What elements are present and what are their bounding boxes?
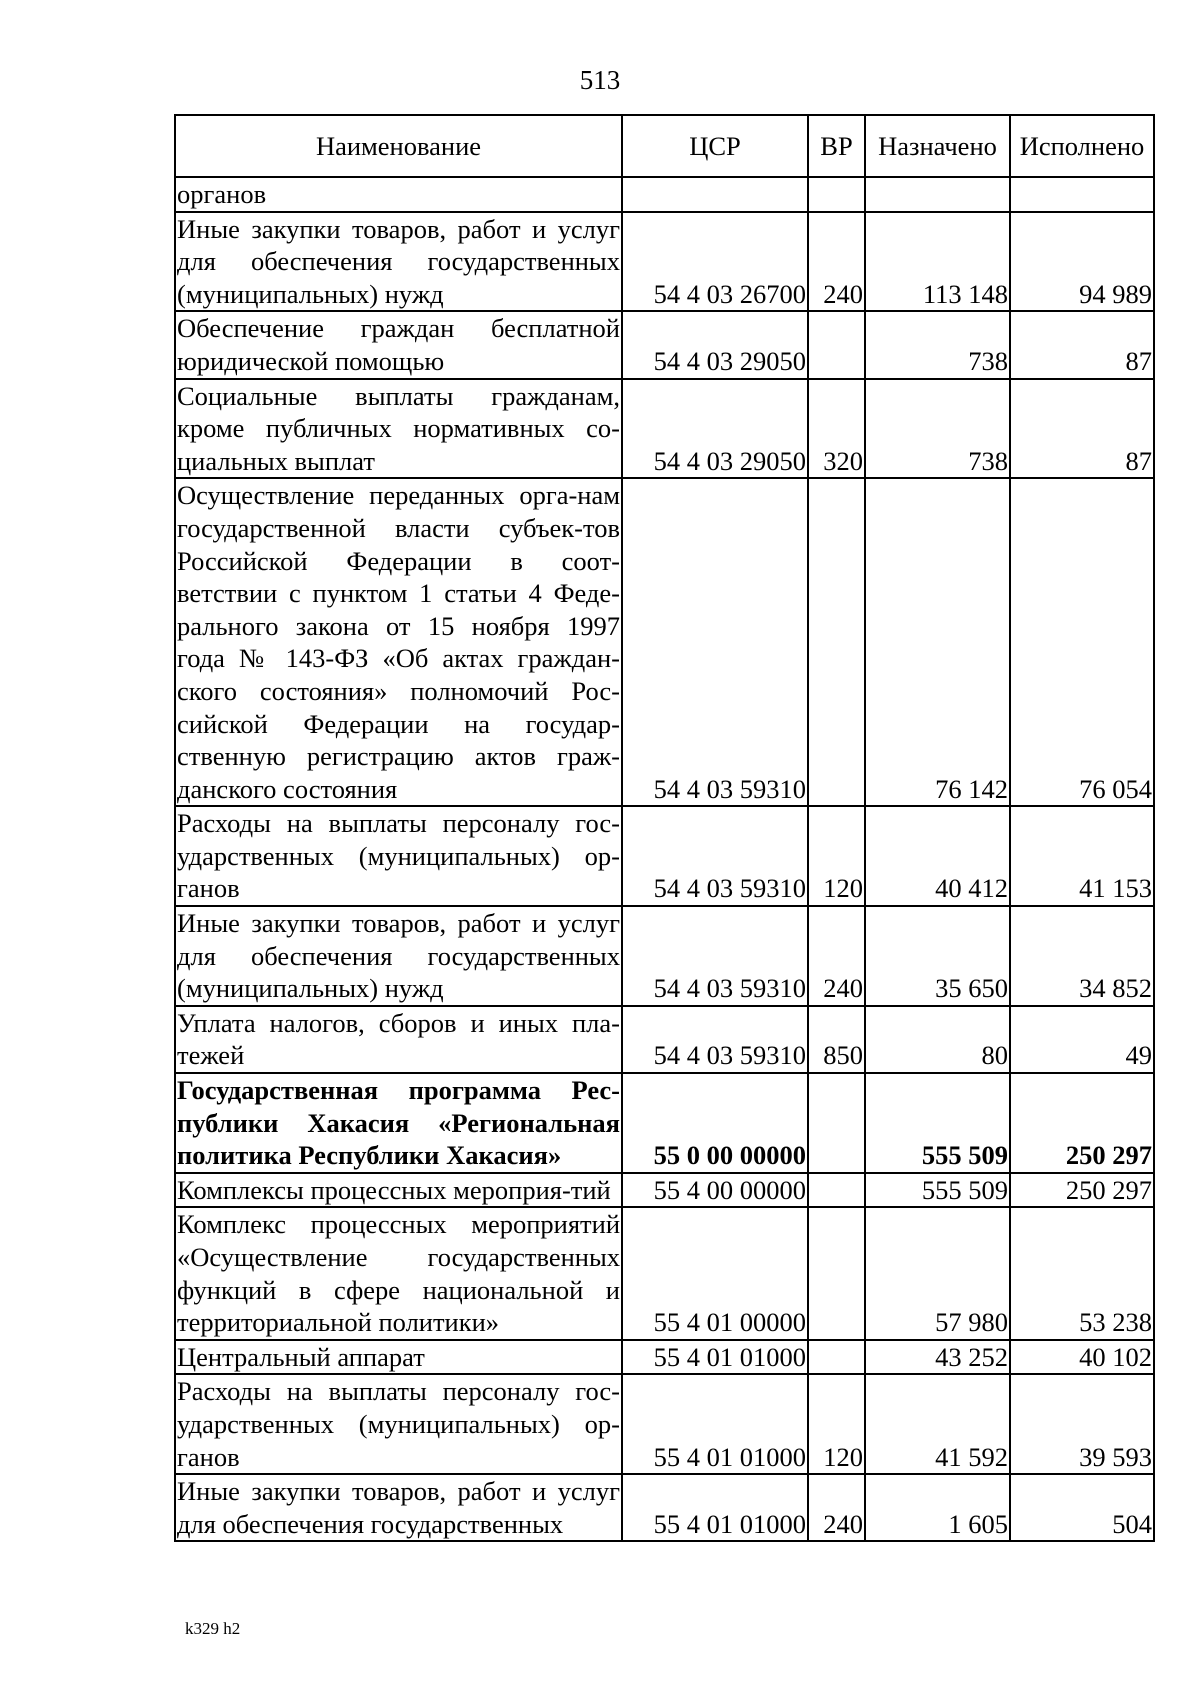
cell-vr: [808, 1073, 865, 1173]
header-executed: Исполнено: [1010, 115, 1154, 177]
cell-vr: 240: [808, 1474, 865, 1541]
cell-name: Центральный аппарат: [175, 1340, 622, 1375]
cell-name: Уплата налогов, сборов и иных пла-тежей: [175, 1006, 622, 1073]
table-row: [175, 1207, 1154, 1339]
cell-assigned: 738: [865, 311, 1010, 378]
cell-name: Обеспечение граждан бесплатной юридической помощью: [175, 311, 622, 378]
cell-vr: 320: [808, 379, 865, 479]
cell-assigned: 113 148: [865, 212, 1010, 312]
cell-assigned: 738: [865, 379, 1010, 479]
cell-assigned: 41 592: [865, 1374, 1010, 1474]
cell-executed: 94 989: [1010, 212, 1154, 312]
cell-csr: 54 4 03 59310: [622, 478, 808, 806]
table-row: [175, 1173, 1154, 1208]
cell-vr: [808, 1173, 865, 1208]
cell-name: Комплексы процессных мероприя-тий: [175, 1173, 622, 1208]
cell-csr: 54 4 03 59310: [622, 806, 808, 906]
table-row: [175, 906, 1154, 1006]
cell-executed: 250 297: [1010, 1073, 1154, 1173]
cell-assigned: 1 605: [865, 1474, 1010, 1541]
cell-name: Осуществление переданных орга-нам государственной власти субъек-тов Российской Федерации в соот-ветствии с пунктом 1 статьи 4 Феде-рального закона от 15 ноября 1997 года № 143-ФЗ «Об актах граждан-ского состояния» полномочий Рос-сийской Федерации на государ-ственную регистрацию актов граж-данского состояния: [175, 478, 622, 806]
table-row: [175, 311, 1154, 378]
cell-csr: 54 4 03 29050: [622, 311, 808, 378]
cell-csr: 54 4 03 59310: [622, 906, 808, 1006]
cell-executed: 49: [1010, 1006, 1154, 1073]
cell-executed: 41 153: [1010, 806, 1154, 906]
table-header-row: [175, 115, 1154, 177]
cell-vr: 240: [808, 212, 865, 312]
cell-csr: 55 4 01 01000: [622, 1474, 808, 1541]
table-row: [175, 1474, 1154, 1541]
cell-vr: [808, 1340, 865, 1375]
table-row: [175, 1340, 1154, 1375]
cell-name: Иные закупки товаров, работ и услуг для обеспечения государственных (муниципальных) нужд: [175, 212, 622, 312]
cell-vr: [808, 177, 865, 212]
footer-code: k329 h2: [185, 1619, 241, 1638]
cell-name: Расходы на выплаты персоналу гос-ударственных (муниципальных) ор-ганов: [175, 1374, 622, 1474]
table-row: [175, 379, 1154, 479]
table-row: [175, 212, 1154, 312]
cell-executed: 87: [1010, 379, 1154, 479]
cell-executed: 34 852: [1010, 906, 1154, 1006]
header-csr: ЦСР: [622, 115, 808, 177]
cell-assigned: 555 509: [865, 1173, 1010, 1208]
header-vr: ВР: [808, 115, 865, 177]
cell-name: Иные закупки товаров, работ и услуг для обеспечения государственных: [175, 1474, 622, 1541]
budget-table: [174, 114, 1155, 1542]
cell-csr: 54 4 03 26700: [622, 212, 808, 312]
cell-assigned: 43 252: [865, 1340, 1010, 1375]
cell-vr: 120: [808, 1374, 865, 1474]
cell-name: Социальные выплаты гражданам, кроме публичных нормативных со-циальных выплат: [175, 379, 622, 479]
cell-assigned: 80: [865, 1006, 1010, 1073]
table-row: [175, 478, 1154, 806]
cell-csr: 54 4 03 29050: [622, 379, 808, 479]
cell-csr: 55 0 00 00000: [622, 1073, 808, 1173]
cell-csr: [622, 177, 808, 212]
cell-executed: 53 238: [1010, 1207, 1154, 1339]
cell-csr: 55 4 01 00000: [622, 1207, 808, 1339]
cell-assigned: 35 650: [865, 906, 1010, 1006]
table-row: [175, 1006, 1154, 1073]
cell-csr: 55 4 01 01000: [622, 1374, 808, 1474]
cell-vr: 850: [808, 1006, 865, 1073]
cell-vr: [808, 311, 865, 378]
cell-csr: 55 4 01 01000: [622, 1340, 808, 1375]
header-assigned: Назначено: [865, 115, 1010, 177]
cell-assigned: [865, 177, 1010, 212]
cell-assigned: 555 509: [865, 1073, 1010, 1173]
cell-vr: 240: [808, 906, 865, 1006]
cell-executed: [1010, 177, 1154, 212]
cell-name: Государственная программа Рес-публики Хакасия «Региональная политика Республики Хакасия»: [175, 1073, 622, 1173]
table-row: [175, 806, 1154, 906]
cell-name: органов: [175, 177, 622, 212]
cell-assigned: 76 142: [865, 478, 1010, 806]
cell-executed: 87: [1010, 311, 1154, 378]
cell-executed: 76 054: [1010, 478, 1154, 806]
cell-vr: [808, 1207, 865, 1339]
table-row: [175, 1073, 1154, 1173]
table-row: [175, 1374, 1154, 1474]
cell-executed: 504: [1010, 1474, 1154, 1541]
cell-executed: 39 593: [1010, 1374, 1154, 1474]
cell-name: Иные закупки товаров, работ и услуг для обеспечения государственных (муниципальных) нужд: [175, 906, 622, 1006]
cell-vr: 120: [808, 806, 865, 906]
cell-csr: 54 4 03 59310: [622, 1006, 808, 1073]
page-number: 513: [579, 65, 621, 95]
table-row: [175, 177, 1154, 212]
cell-executed: 250 297: [1010, 1173, 1154, 1208]
cell-name: Расходы на выплаты персоналу гос-ударственных (муниципальных) ор-ганов: [175, 806, 622, 906]
header-name: Наименование: [175, 115, 622, 177]
cell-vr: [808, 478, 865, 806]
cell-executed: 40 102: [1010, 1340, 1154, 1375]
cell-assigned: 57 980: [865, 1207, 1010, 1339]
cell-assigned: 40 412: [865, 806, 1010, 906]
cell-csr: 55 4 00 00000: [622, 1173, 808, 1208]
cell-name: Комплекс процессных мероприятий «Осуществление государственных функций в сфере национальной и территориальной политики»: [175, 1207, 622, 1339]
